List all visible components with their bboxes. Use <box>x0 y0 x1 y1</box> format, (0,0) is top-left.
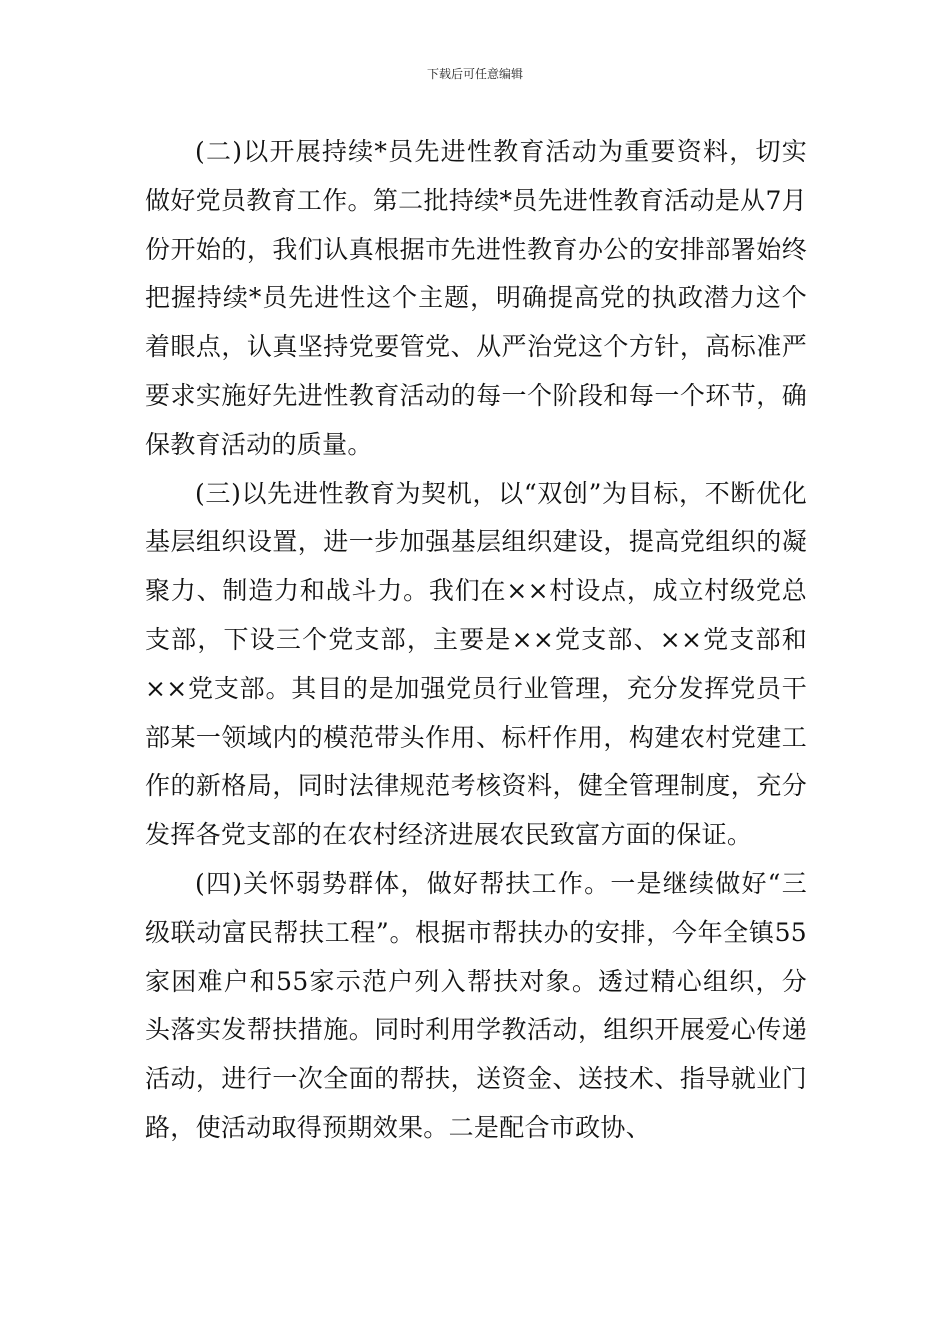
paragraph-4: (四)关怀弱势群体，做好帮扶工作。一是继续做好“三级联动富民帮扶工程”。根据市帮扶办的安排，今年全镇55家困难户和55家示范户列入帮扶对象。透过精心组织，分头落实发帮扶措施。同时利用学教活动，组织开展爱心传递活动，进行一次全面的帮扶，送资金、送技术、指导就业门路，使活动取得预期效果。二是配合市政协、 <box>145 868 807 1142</box>
document-body <box>145 128 807 1153</box>
paragraph-2: (二)以开展持续*员先进性教育活动为重要资料，切实做好党员教育工作。第二批持续*员先进性教育活动是从7月份开始的，我们认真根据市先进性教育办公的安排部署始终把握持续*员先进性这个主题，明确提高党的执政潜力这个着眼点，认真坚持党要管党、从严治党这个方针，高标准严要求实施好先进性教育活动的每一个阶段和每一个环节，确保教育活动的质量。 <box>145 137 807 459</box>
page-header: 下载后可任意编辑 <box>426 67 523 81</box>
paragraph-3: (三)以先进性教育为契机，以“双创”为目标，不断优化基层组织设置，进一步加强基层组织建设，提高党组织的凝聚力、制造力和战斗力。我们在××村设点，成立村级党总支部，下设三个党支部，主要是××党支部、××党支部和××党支部。其目的是加强党员行业管理，充分发挥党员干部某一领域内的模范带头作用、标杆作用，构建农村党建工作的新格局，同时法律规范考核资料，健全管理制度，充分发挥各党支部的在农村经济进展农民致富方面的保证。 <box>145 478 807 850</box>
